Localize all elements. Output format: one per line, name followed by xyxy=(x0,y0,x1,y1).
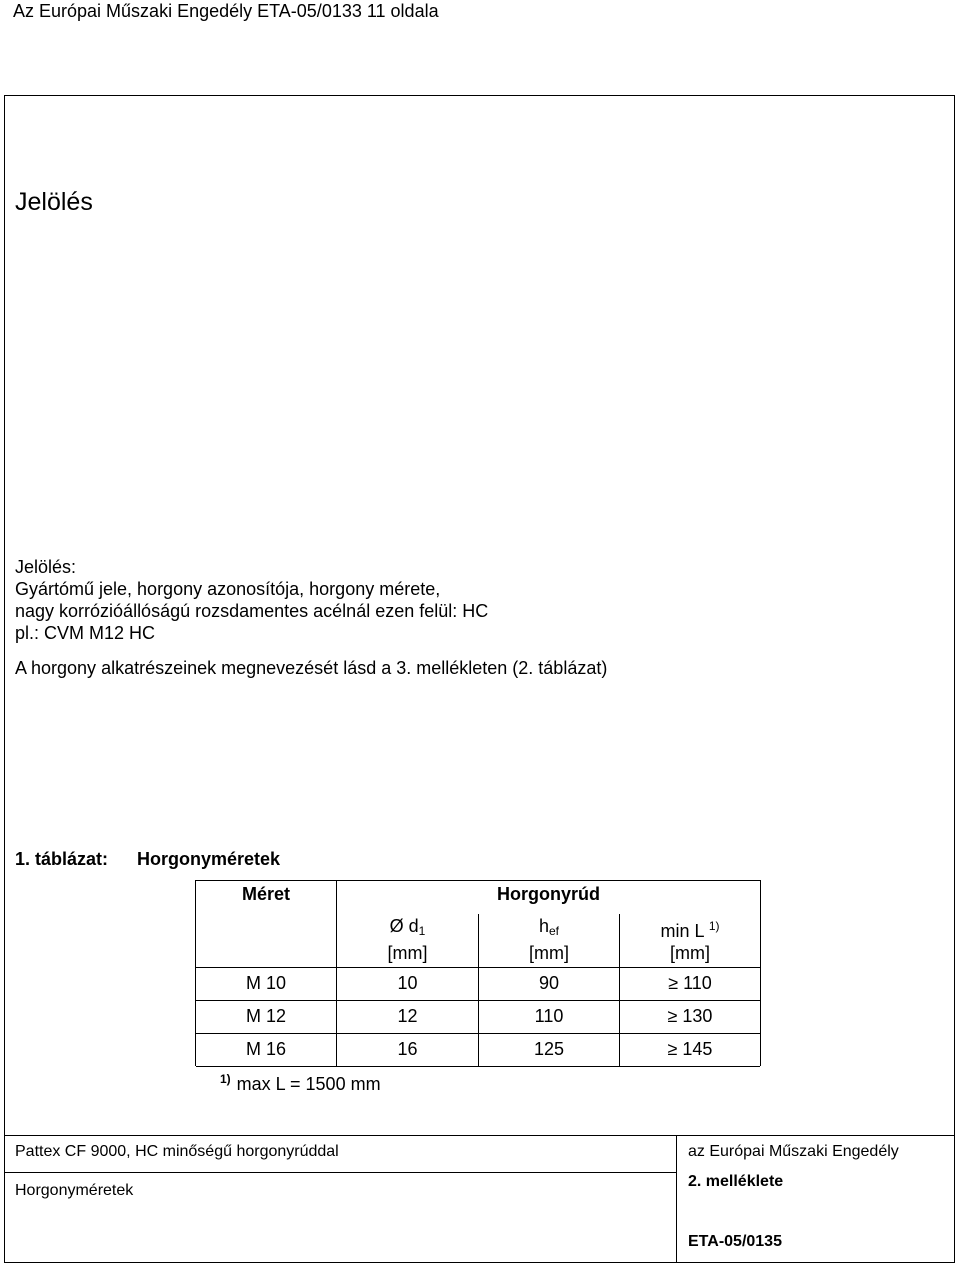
footer-product: Pattex CF 9000, HC minőségű horgonyrúddal xyxy=(15,1143,339,1160)
section-title: Jelölés xyxy=(15,188,93,216)
marking-line: Jelölés: xyxy=(15,557,77,577)
header-size: Méret xyxy=(241,884,290,904)
footer-row-divider xyxy=(4,1172,676,1173)
marking-description xyxy=(15,556,488,644)
table-caption-title: Horgonyméretek xyxy=(137,849,281,869)
marking-line: nagy korrózióállóságú rozsdamentes acélnál ezen felül: HC xyxy=(15,601,489,621)
table-divider xyxy=(196,967,760,968)
table-cell-size: M 12 xyxy=(245,1006,287,1026)
marking-line: pl.: CVM M12 HC xyxy=(15,623,156,643)
table-caption-label: 1. táblázat: xyxy=(15,849,109,869)
footnote-mark: 1) xyxy=(220,1072,231,1086)
table-cell-hef: 110 xyxy=(534,1006,564,1026)
col-d1-unit: [mm] xyxy=(387,943,428,963)
col-minl-header xyxy=(620,915,760,964)
table-divider xyxy=(196,1033,760,1034)
col-d1-header xyxy=(337,915,478,964)
table-cell-hef: 125 xyxy=(533,1039,565,1059)
col-d1-subscript: 1 xyxy=(418,924,426,938)
table-cell-size: M 16 xyxy=(245,1039,287,1059)
col-minl-symbol: min L xyxy=(660,921,704,941)
col-minl-superscript: 1) xyxy=(708,919,720,933)
table-cell-d1: 16 xyxy=(397,1039,418,1059)
parts-reference: A horgony alkatrészeinek megnevezését lásd a 3. mellékleten (2. táblázat) xyxy=(15,658,608,678)
footer-column-divider xyxy=(676,1135,677,1263)
table-cell-minl: ≥ 145 xyxy=(667,1039,713,1059)
table-cell-minl: ≥ 130 xyxy=(667,1006,713,1026)
col-hef-symbol: h xyxy=(538,916,549,936)
table-cell-hef: 90 xyxy=(538,973,560,993)
marking-line: Gyártómű jele, horgony azonosítója, horgony mérete, xyxy=(15,579,441,599)
table-cell-minl: ≥ 110 xyxy=(668,973,712,993)
table-cell-size: M 10 xyxy=(245,973,287,993)
footnote-text: max L = 1500 mm xyxy=(236,1074,381,1094)
col-minl-unit: [mm] xyxy=(670,943,710,963)
footer-annex: 2. melléklete xyxy=(688,1173,784,1190)
header-anchor-rod: Horgonyrúd xyxy=(497,884,600,904)
page-header: Az Európai Műszaki Engedély ETA-05/0133 11 oldala xyxy=(13,1,439,21)
footer-approval: az Európai Műszaki Engedély xyxy=(688,1143,899,1160)
annex-frame xyxy=(4,95,955,1263)
col-hef-unit: [mm] xyxy=(529,943,569,963)
col-hef-header xyxy=(479,915,619,964)
table-divider xyxy=(196,1000,760,1001)
footer-eta-number: ETA-05/0135 xyxy=(688,1233,782,1250)
col-d1-symbol: Ø d xyxy=(389,916,419,936)
table-divider xyxy=(196,1066,760,1067)
footer-top-border xyxy=(4,1135,955,1136)
table-caption xyxy=(15,848,281,870)
col-hef-subscript: ef xyxy=(549,924,560,938)
dimensions-table xyxy=(195,880,761,1066)
table-footnote xyxy=(220,1068,381,1095)
table-cell-d1: 12 xyxy=(397,1006,418,1026)
table-cell-d1: 10 xyxy=(397,973,418,993)
footer-subject: Horgonyméretek xyxy=(15,1182,134,1199)
